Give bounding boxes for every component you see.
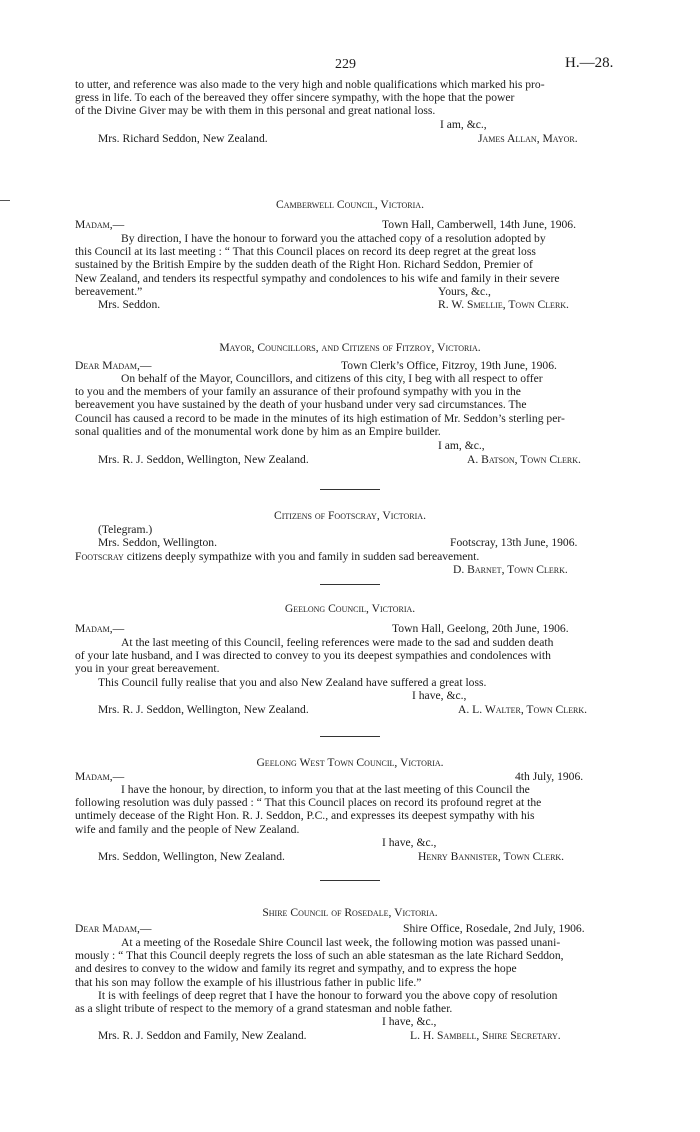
salutation: Madam,— <box>75 770 125 783</box>
closing: I have, &c., <box>382 1015 437 1028</box>
letter-title: Shire Council of Rosedale, Victoria. <box>262 906 438 919</box>
letter-title: Geelong Council, Victoria. <box>284 602 416 615</box>
place-date: Town Hall, Geelong, 20th June, 1906. <box>392 622 569 635</box>
signature: A. L. Walter, Town Clerk. <box>458 703 588 716</box>
body-line: Council has caused a record to be made in the minutes of its high estimation of Mr. Seddon’s sterling per- <box>75 411 565 425</box>
section-divider <box>320 736 380 737</box>
section-divider <box>320 584 380 585</box>
addressee: Mrs. Richard Seddon, New Zealand. <box>98 132 268 145</box>
body-line: of your late husband, and I was directed to convey to you its deepest sympathies and condolences with <box>75 649 551 663</box>
body-line: that his son may follow the example of his illustrious father in public life.” <box>75 975 422 989</box>
body-line: gress in life. To each of the bereaved they offer sincere sympathy, with the hope that the power <box>75 91 515 105</box>
page-number: 229 <box>335 57 356 72</box>
letter-title: Camberwell Council, Victoria. <box>276 198 424 211</box>
body-line: wife and family and the people of New Zealand. <box>75 822 300 836</box>
body-line: By direction, I have the honour to forward you the attached copy of a resolution adopted by <box>121 232 546 245</box>
body-line: sustained by the British Empire by the sudden death of the Right Hon. Richard Seddon, Premier of <box>75 258 533 272</box>
body-line: It is with feelings of deep regret that I have the honour to forward you the above copy of resolution <box>98 989 558 1002</box>
telegram-note: (Telegram.) <box>98 523 153 536</box>
letter-title: Geelong West Town Council, Victoria. <box>256 756 444 769</box>
letter-body <box>75 232 624 298</box>
place-date: Footscray, 13th June, 1906. <box>450 536 578 549</box>
addressee: Mrs. Seddon. <box>98 298 161 311</box>
body-line: and desires to convey to the widow and family its regret and sympathy, and to express the hope <box>75 962 517 976</box>
signature: D. Barnet, Town Clerk. <box>453 563 568 576</box>
body-line: mously : “ That this Council deeply regrets the loss of such an able statesman as the late Richard Seddon, <box>75 949 564 963</box>
salutation: Dear Madam,— <box>75 922 152 935</box>
body-line: This Council fully realise that you and also New Zealand have suffered a great loss. <box>98 676 487 689</box>
addressee: Mrs. Seddon, Wellington. <box>98 536 217 549</box>
document-reference: H.—28. <box>565 55 614 71</box>
addressee: Mrs. R. J. Seddon, Wellington, New Zealand. <box>98 703 309 716</box>
body-line: bereavement you have sustained by the death of your husband under very sad circumstances. The <box>75 398 527 412</box>
signature: L. H. Sambell, Shire Secretary. <box>410 1029 561 1042</box>
letter-body-continued <box>75 989 624 1015</box>
letter-title: Mayor, Councillors, and Citizens of Fitzroy, Victoria. <box>219 341 481 354</box>
salutation: Dear Madam,— <box>75 359 152 372</box>
place-date: Town Clerk’s Office, Fitzroy, 19th June, 1906. <box>341 359 557 372</box>
body-line: bereavement.” <box>75 284 143 298</box>
place-date: Shire Office, Rosedale, 2nd July, 1906. <box>403 922 585 935</box>
body-line: to you and the members of your family an assurance of their profound sympathy with you in the <box>75 385 521 399</box>
signature: James Allan, Mayor. <box>478 132 578 145</box>
salutation: Madam,— <box>75 218 125 231</box>
telegram-body <box>75 550 479 563</box>
signature: Henry Bannister, Town Clerk. <box>418 850 565 863</box>
salutation: Madam,— <box>75 622 125 635</box>
closing: Yours, &c., <box>438 285 491 298</box>
addressee: Mrs. R. J. Seddon and Family, New Zealand. <box>98 1029 307 1042</box>
signature: A. Batson, Town Clerk. <box>467 453 581 466</box>
closing: I have, &c., <box>412 689 467 702</box>
letter-continuation <box>75 78 624 118</box>
body-line: this Council at its last meeting : “ That this Council places on record its deep regret at the great loss <box>75 245 536 259</box>
body-line: At the last meeting of this Council, feeling references were made to the sad and sudden death <box>121 636 554 649</box>
body-lead: Footscray <box>75 550 124 563</box>
closing: I am, &c., <box>438 439 485 452</box>
letter-body <box>75 372 624 438</box>
body-line: as a slight tribute of respect to the memory of a grand statesman and noble father. <box>75 1002 453 1016</box>
body-line: I have the honour, by direction, to inform you that at the last meeting of this Council the <box>121 783 530 796</box>
body-line: untimely decease of the Right Hon. R. J. Seddon, P.C., and expresses its deepest sympathy with his <box>75 809 535 823</box>
closing: I am, &c., <box>440 118 487 131</box>
body-line: you in your great bereavement. <box>75 662 220 676</box>
body-line: of the Divine Giver may be with them in this personal and great national loss. <box>75 104 436 118</box>
letter-title: Citizens of Footscray, Victoria. <box>274 509 426 522</box>
letter-body <box>75 936 624 989</box>
body-line: to utter, and reference was also made to the very high and noble qualifications which marked his pro- <box>75 78 545 91</box>
closing: I have, &c., <box>382 836 437 849</box>
letter-body <box>75 783 624 836</box>
place-date: Town Hall, Camberwell, 14th June, 1906. <box>382 218 576 231</box>
body-line: sonal qualities and of the monumental work done by him as an Empire builder. <box>75 424 441 438</box>
body-rest: citizens deeply sympathize with you and family in sudden sad bereavement. <box>123 550 480 563</box>
section-divider <box>320 880 380 881</box>
body-line: following resolution was duly passed : “ That this Council places on record its profound regret at the <box>75 796 542 810</box>
addressee: Mrs. R. J. Seddon, Wellington, New Zealand. <box>98 453 309 466</box>
section-divider <box>320 489 380 490</box>
body-line: On behalf of the Mayor, Councillors, and citizens of this city, I beg with all respect to offer <box>121 372 543 385</box>
body-line: At a meeting of the Rosedale Shire Council last week, the following motion was passed unani- <box>121 936 561 949</box>
place-date: 4th July, 1906. <box>515 770 584 783</box>
addressee: Mrs. Seddon, Wellington, New Zealand. <box>98 850 285 863</box>
letter-body <box>75 636 624 676</box>
body-line: New Zealand, and tenders its respectful sympathy and condolences to his wife and family in their severe <box>75 271 560 285</box>
signature: R. W. Smellie, Town Clerk. <box>438 298 569 311</box>
